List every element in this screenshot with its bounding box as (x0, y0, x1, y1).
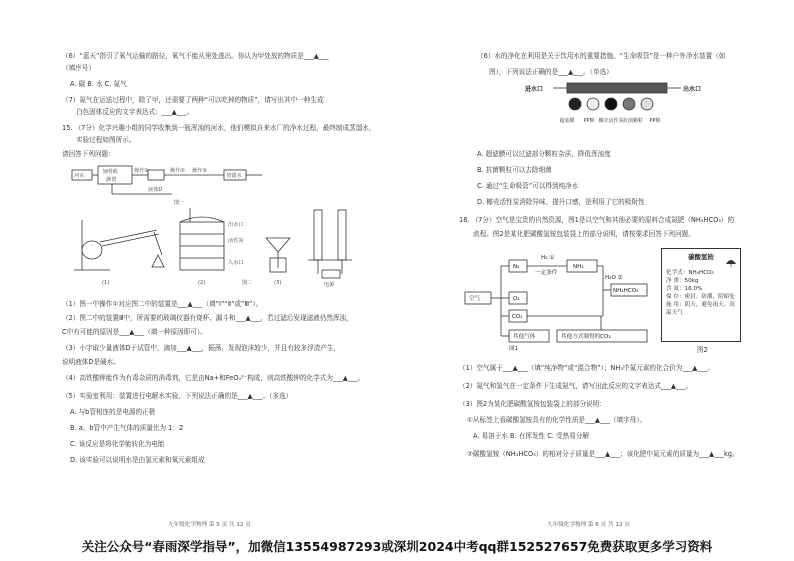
q15-5-option-d: D. 该实验可以说明水是由氢元素和氧元素组成 (70, 456, 205, 464)
liquid-d: 液体D (148, 187, 163, 193)
q14-r6-line1: （6）水的净化在利用是关于饮用水的重要措施。“生命吸管”是一种户外净水装置（如 (477, 52, 726, 60)
q14-r6-option-a: A. 超滤膜可以过滤部分颗粒杂质，降低浑浊度 (477, 150, 611, 158)
right-footer: 九年级化学物理 第 6 页 共 12 页 (547, 522, 630, 528)
q16-stem: 16. （7分）空气是宝贵的自然资源，图1是以空气和其他必要的原料合成氮肥（NH₄HCO₃）的 (459, 216, 735, 224)
flow-n2: N₂ (513, 264, 520, 270)
apparatus-2: (2) (198, 280, 206, 286)
box-settle: 静置 (106, 177, 117, 183)
q16-flow-diagram (461, 246, 651, 352)
power-label: 电源 (324, 282, 335, 288)
flow-others: 其他气体 (513, 334, 536, 340)
op-1: 操作① (134, 168, 150, 174)
umbrella-icon (726, 259, 736, 267)
apparatus-1: (1) (102, 280, 110, 286)
flow-h2: H₂ ① (541, 255, 555, 261)
part-pp1: PP棉 (583, 118, 595, 124)
card-usage: 施 用：阴天，避免雨天、高温天气 (666, 302, 735, 316)
q14-6-options: A. 碳 B. 水 C. 氮气 (70, 80, 127, 88)
q15-stem-2: 实验过程如图所示。 (76, 136, 136, 144)
fig2-label: 图2 (697, 346, 708, 354)
q16-3-2: ②碳酸氢铵（NH₄HCO₃）的相对分子质量是___▲___；该化肥中氮元素的质量为___▲___kg。 (467, 450, 739, 458)
q16-3-1: ①从标签上看碳酸氢铵具有的化学性质是___▲___（填字母）。 (467, 416, 647, 424)
q15-stem: 15. （7分）化学兴趣小组的同学收集到一瓶浑浊的河水，他们模拟自来水厂的净水过程，最终制成蒸馏水， (62, 124, 376, 132)
card-storage: 保 存：密封、防潮、阴暗处 (666, 294, 735, 300)
inlet-label: 入水口 (228, 260, 244, 266)
q14-r6-option-b: B. 抗菌颗粒可以去除细菌 (477, 166, 552, 174)
part-carbon: 椰壳活性炭 (598, 118, 624, 124)
part-ultrafilter: 超滤膜 (559, 118, 575, 124)
card-content: 含 氮：16.0% (666, 286, 703, 292)
q14-6-line2: （填序号） (62, 64, 95, 72)
q15-5-option-c: C. 该反应是将化学能转化为电能 (70, 440, 165, 448)
q15-prompt: 请回答下列问题： (62, 150, 115, 158)
card-title: 碳酸氢铵 (688, 253, 714, 261)
flow-h2o: H₂O ② (605, 275, 623, 281)
flow-air: 空气 (469, 296, 481, 302)
promo-banner: 关注公众号“春雨深学指导”，加微信13554987293或深圳2024中考qq群152527657免费获取更多学习资料 (81, 539, 713, 554)
fig-one-label: 图一 (174, 200, 185, 206)
flow-other-co2: 其他方式制得的CO₂ (561, 334, 611, 340)
box-distilled: 蒸馏水 (226, 173, 242, 179)
part-antibac: 抗菌颗粒 (622, 118, 644, 124)
flow-condition: 一定条件 (535, 270, 558, 276)
q15-5: （5）实验室利用：装置进行电解水实验，下列说法正确的是___▲___。（多选） (62, 392, 293, 400)
q15-3-line1: （3）小宇取少量液体D于试管中，滴加___▲___，振荡，发现泡沫较少，并且有较多浮渣产生， (62, 344, 341, 352)
q15-3-line2: 说明液体D是硬水。 (62, 358, 120, 366)
q16-stem-2: 流程。图2是某化肥碳酸氢铵包装袋上的部分说明，请按要求回答下列问题。 (473, 230, 695, 238)
carbon-label: 活性炭 (228, 238, 244, 244)
box-alum: 加明矾 (102, 169, 118, 175)
q16-1: （1）空气属于___▲___（填“纯净物”或“混合物”）；NH₃中氮元素的化合价为___▲___。 (459, 364, 714, 372)
flow-nh3: NH₃ (573, 264, 584, 270)
q15-5-option-b: B. a、b管中产生气体的质量比为 1：2 (70, 424, 184, 432)
straw-outlet: 出水口 (683, 86, 702, 93)
flow-co2: CO₂ (512, 314, 523, 320)
q15-1: （1）图一中操作①对应图二中的装置是___▲___（填“Ⅰ”“Ⅱ”或“Ⅲ”）。 (62, 300, 263, 308)
box-river-water: 河水 (74, 173, 85, 179)
q15-2-line1: （2）图二中的装置Ⅲ中，所需要的玻璃仪器有烧杯、漏斗和___▲___，若过滤后发现滤液仍然浑浊， (62, 314, 353, 322)
q16-3: （3）图2为某化肥碳酸氢铵包装袋上的部分说明： (459, 400, 606, 408)
q16-2: （2）氮气和氢气在一定条件下生成氨气，请写出此反应的文字表达式___▲___。 (459, 382, 693, 390)
q16-3-options: A. 易溶于水 B. 有挥发性 C. 受热易分解 (473, 432, 590, 440)
flow-fig1-label: 图1 (509, 346, 519, 352)
outlet-label: 出水口 (228, 222, 244, 228)
part-pp2: PP棉 (649, 118, 661, 124)
fertilizer-label-card (661, 248, 741, 342)
q14-r6-option-d: D. 椰壳活性炭消除异味、提升口感，是利用了它的吸附性 (477, 198, 645, 206)
op-2: 操作② (170, 168, 186, 174)
q15-diagram (62, 160, 367, 290)
flow-product: NH₄HCO₃ (613, 288, 639, 294)
q14-7-line1: （7）氮气在运送过程中，除了甲，还需要了两种“可以吃掉的物质”，请写出其中一种生成 (62, 96, 324, 104)
q15-5-option-a: A. 与b管相连的是电源的正极 (70, 408, 156, 416)
left-page (0, 0, 397, 530)
op-3: 操作③ (192, 168, 208, 174)
straw-inlet: 进水口 (525, 86, 544, 93)
card-net: 净 重：50kg (666, 278, 699, 284)
q15-2-line2: C中有可能的原因是___▲___（填一种原因即可）。 (62, 328, 207, 336)
fig-two-label: 图二 (242, 280, 253, 286)
left-footer: 九年级化学物理 第 5 页 共 12 页 (168, 522, 251, 528)
q14-r6-option-c: C. 通过“生命吸管”可以得到纯净水 (477, 182, 579, 190)
card-formula: 化学式：NH₄HCO₃ (666, 270, 714, 276)
life-straw-diagram (517, 80, 717, 140)
q14-r6-line2: 图），下列说法正确的是___▲___。（单选） (489, 68, 613, 76)
q14-7-line2: 白色固体反应的文字表达式：___▲___。 (76, 108, 194, 116)
apparatus-3: (3) (274, 280, 282, 286)
q14-6-line1: （6）“蓝天”指引了氧气运输的路径，氧气不能从里处逃出。你认为甲处放的物质是___▲___ (62, 52, 329, 60)
flow-o2: O₂ (513, 296, 520, 302)
right-page (397, 0, 794, 530)
q15-4: （4）高铁酸钾能作为有毒杂质的消毒剂，它是由Na+和FeO₄²⁻构成，则高铁酸钾的化学式为___▲___。 (62, 374, 365, 382)
